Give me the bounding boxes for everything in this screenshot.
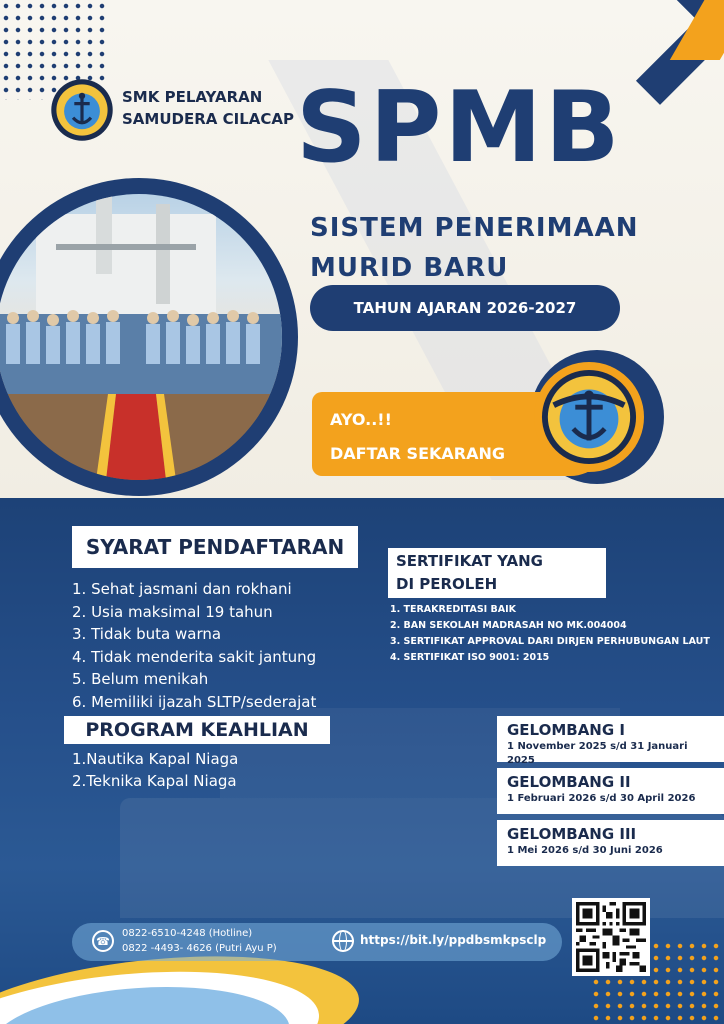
program-list — [72, 748, 238, 792]
gelombang-date: 1 Februari 2026 s/d 30 April 2026 — [507, 793, 696, 804]
school-name-line1: SMK PELAYARAN — [122, 88, 263, 106]
qr-code — [572, 898, 650, 976]
list-item: 1.Nautika Kapal Niaga — [72, 750, 239, 768]
list-item: 3. Tidak buta warna — [72, 625, 222, 643]
gelombang-title: GELOMBANG I — [507, 721, 625, 739]
tahun-ajaran-badge: TAHUN AJARAN 2026-2027 — [310, 285, 620, 331]
students-photo — [0, 194, 282, 480]
sertifikat-title-line1: SERTIFIKAT YANG — [396, 552, 543, 570]
school-name — [122, 86, 294, 130]
ship-deck-illustration — [0, 194, 282, 480]
sertifikat-list — [390, 602, 710, 666]
list-item: 1. Sehat jasmani dan rokhani — [72, 580, 292, 598]
gelombang-title: GELOMBANG II — [507, 773, 631, 791]
sertifikat-title — [388, 548, 606, 598]
list-item: 2. BAN SEKOLAH MADRASAH NO MK.004004 — [390, 620, 627, 631]
gelombang-date: 1 Mei 2026 s/d 30 Juni 2026 — [507, 845, 663, 856]
syarat-title: SYARAT PENDAFTARAN — [72, 526, 358, 568]
gelombang-date: 1 November 2025 s/d 31 Januari 2025 — [507, 741, 688, 766]
phone-icon: ☎ — [92, 930, 114, 952]
school-name-line2: SAMUDERA CILACAP — [122, 110, 294, 128]
syarat-list — [72, 578, 316, 713]
headline: SPMB — [296, 71, 623, 185]
list-item: 4. Tidak menderita sakit jantung — [72, 647, 317, 666]
subtitle — [310, 208, 638, 288]
qr-code-icon — [576, 902, 646, 972]
gelombang-2 — [497, 768, 724, 814]
subtitle-line1: SISTEM PENERIMAAN — [310, 213, 639, 243]
cta-line1: AYO..!! — [330, 410, 392, 429]
list-item: 5. Belum menikah — [72, 670, 209, 688]
list-item: 1. TERAKREDITASI BAIK — [390, 604, 517, 615]
program-title: PROGRAM KEAHLIAN — [64, 716, 330, 744]
sertifikat-title-line2: DI PEROLEH — [396, 575, 498, 593]
cta-text — [330, 403, 505, 471]
school-logo-large-icon — [540, 368, 638, 466]
gelombang-1 — [497, 716, 724, 766]
list-item: 2. Usia maksimal 19 tahun — [72, 602, 273, 621]
list-item: 3. SERTIFIKAT APPROVAL DARI DIRJEN PERHUBUNGAN LAUT — [390, 636, 710, 647]
gelombang-title: GELOMBANG III — [507, 825, 637, 843]
phone-hotline[interactable]: 0822-6510-4248 (Hotline) — [122, 928, 253, 939]
subtitle-line2: MURID BARU — [310, 253, 509, 283]
cta-line2: DAFTAR SEKARANG — [330, 444, 505, 463]
globe-icon — [332, 930, 354, 952]
list-item: 2.Teknika Kapal Niaga — [72, 772, 237, 790]
gelombang-3 — [497, 820, 724, 866]
list-item: 6. Memiliki ijazah SLTP/sederajat — [72, 692, 317, 711]
registration-link[interactable]: https://bit.ly/ppdbsmkpsclp — [360, 933, 547, 947]
school-logo-icon — [50, 78, 114, 142]
list-item: 4. SERTIFIKAT ISO 9001: 2015 — [390, 652, 550, 663]
phone-numbers — [122, 926, 277, 956]
phone-secondary[interactable]: 0822 -4493- 4626 (Putri Ayu P) — [122, 943, 277, 954]
